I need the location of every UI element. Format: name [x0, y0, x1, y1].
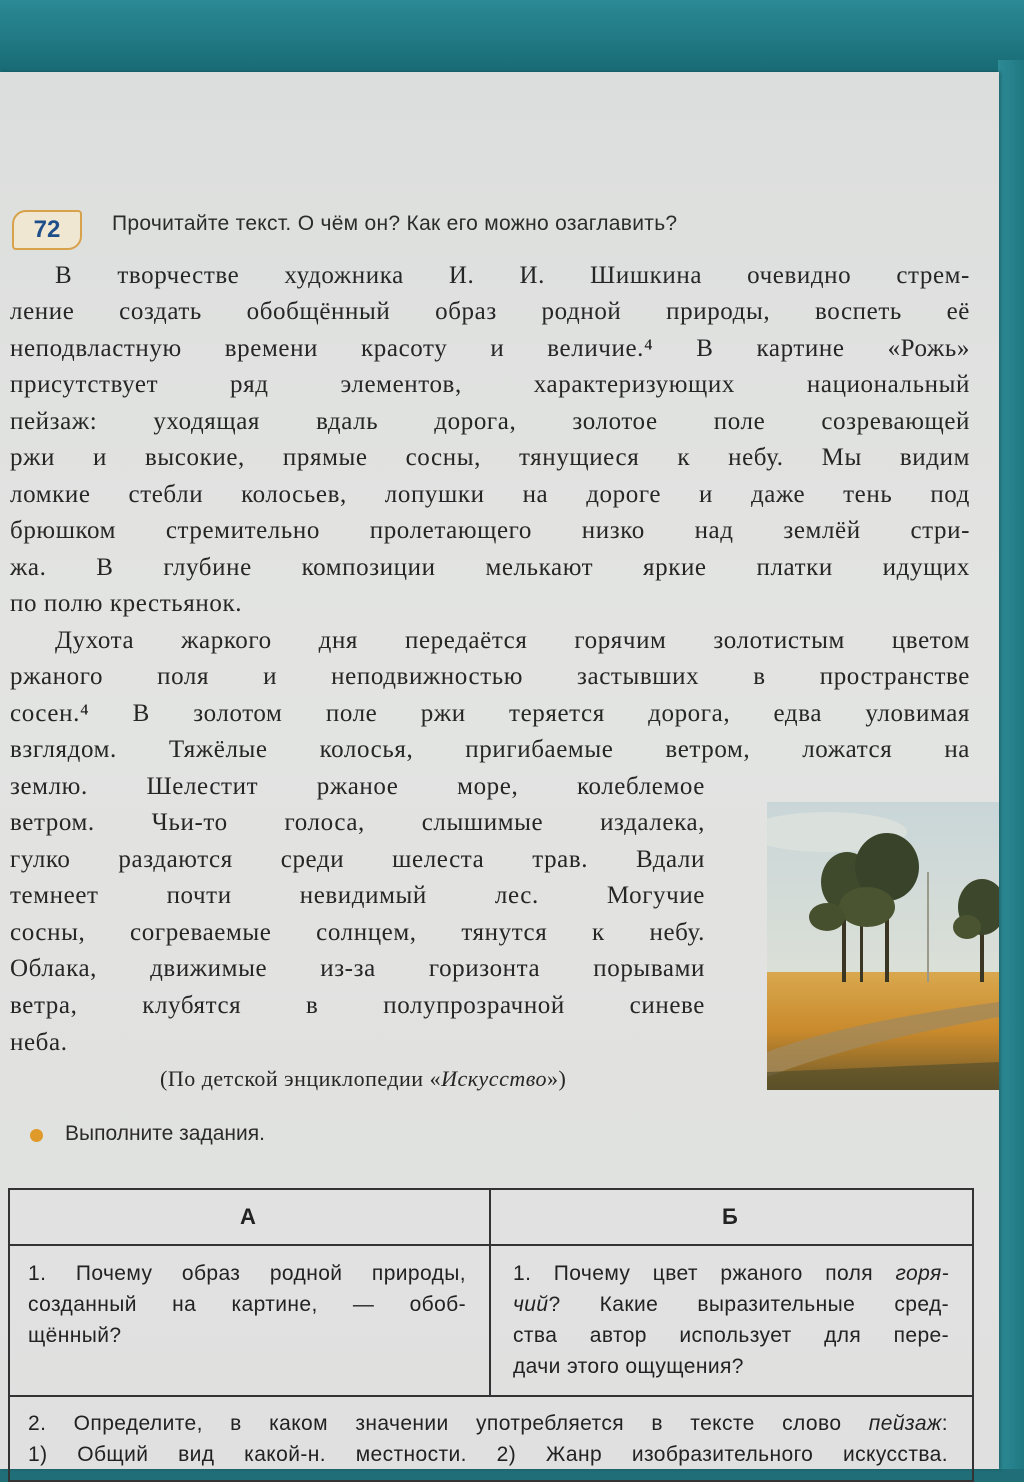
text-line: Облака, движимые из-за горизонта порывами	[10, 955, 705, 982]
task-b1-line: ства автор использует для пере-	[513, 1324, 949, 1347]
painting-rye-illustration	[767, 802, 999, 1090]
teal-background-top	[0, 0, 1024, 78]
table-column-divider	[489, 1190, 491, 1395]
source-prefix: (По детской энциклопедии «	[160, 1066, 442, 1091]
text-line: В творчестве художника И. И. Шишкина очевидно стрем-	[55, 262, 970, 289]
task-b1-text: ? Какие выразительные сред-	[548, 1293, 949, 1316]
source-title: Искусство	[441, 1066, 547, 1091]
text-line: пейзаж: уходящая вдаль дорога, золотое поле созревающей	[10, 408, 970, 435]
task-2	[28, 1408, 948, 1470]
text-line: ветра, клубятся в полупрозрачной синеве	[10, 992, 705, 1019]
painting-image	[767, 802, 999, 1090]
task-a1	[28, 1258, 466, 1351]
text-line: по полю крестьянок.	[10, 590, 243, 617]
task-b1-italic: чий	[513, 1293, 549, 1316]
text-line: неба.	[10, 1029, 68, 1056]
exercise-number-badge: 72	[12, 210, 82, 250]
text-line: ветром. Чьи-то голоса, слышимые издалека,	[10, 809, 705, 836]
task-2-line	[28, 1408, 948, 1439]
text-line: брюшком стремительно пролетающего низко над землёй стри-	[10, 517, 970, 544]
task-b1-line	[513, 1289, 949, 1320]
text-line: ление создать обобщённый образ родной природы, воспеть её	[10, 298, 970, 325]
teal-background-right	[998, 60, 1024, 1469]
task-a1-line: щённый?	[28, 1324, 122, 1347]
text-line: сосны, согреваемые солнцем, тянутся к небу.	[10, 919, 705, 946]
text-line: гулко раздаются среди шелеста трав. Вдали	[10, 846, 705, 873]
task-2-text: :	[941, 1412, 948, 1435]
text-line: ломкие стебли колосьев, лопушки на дороге и даже тень под	[10, 481, 970, 508]
task-b1	[513, 1258, 949, 1382]
task-b1-line	[513, 1258, 949, 1289]
task-2-text: 2. Определите, в каком значении употребляется в тексте слово	[28, 1412, 869, 1435]
task-a1-line: 1. Почему образ родной природы,	[28, 1262, 466, 1285]
tasks-table	[8, 1188, 974, 1482]
task-a1-line: созданный на картине, — обоб-	[28, 1293, 466, 1316]
source-suffix: »)	[546, 1066, 567, 1091]
task-b1-text: 1. Почему цвет ржаного поля	[513, 1262, 896, 1285]
text-line: темнеет почти невидимый лес. Могучие	[10, 882, 705, 909]
text-line: ржаного поля и неподвижностью застывших в пространстве	[10, 663, 970, 690]
exercise-question: Прочитайте текст. О чём он? Как его можно озаглавить?	[112, 212, 678, 235]
text-line: сосен.⁴ В золотом поле ржи теряется дорога, едва уловимая	[10, 700, 970, 727]
task-2-line: 1) Общий вид какой-н. местности. 2) Жанр изобразительного искусства.	[28, 1443, 948, 1466]
task-2-italic: пейзаж	[868, 1412, 942, 1435]
text-line: ржи и высокие, прямые сосны, тянущиеся к небу. Мы видим	[10, 444, 970, 471]
text-line: землю. Шелестит ржаное море, колеблемое	[10, 773, 705, 800]
text-line: жа. В глубине композиции мелькают яркие платки идущих	[10, 554, 970, 581]
table-row-divider	[10, 1395, 972, 1397]
task-intro: Выполните задания.	[65, 1122, 265, 1145]
task-b1-line: дачи этого ощущения?	[513, 1355, 744, 1378]
bullet-dot-icon	[30, 1129, 43, 1142]
source-citation	[160, 1066, 566, 1092]
column-a-header: А	[240, 1204, 256, 1229]
table-row-divider	[10, 1244, 972, 1246]
text-line: Духота жаркого дня передаётся горячим золотистым цветом	[55, 627, 970, 654]
task-b1-italic: горя-	[895, 1262, 949, 1285]
text-line: неподвластную времени красоту и величие.⁴ В картине «Рожь»	[10, 335, 970, 362]
text-line: взглядом. Тяжёлые колосья, пригибаемые ветром, ложатся на	[10, 736, 970, 763]
column-b-header: Б	[722, 1204, 738, 1229]
text-line: присутствует ряд элементов, характеризующих национальный	[10, 371, 970, 398]
